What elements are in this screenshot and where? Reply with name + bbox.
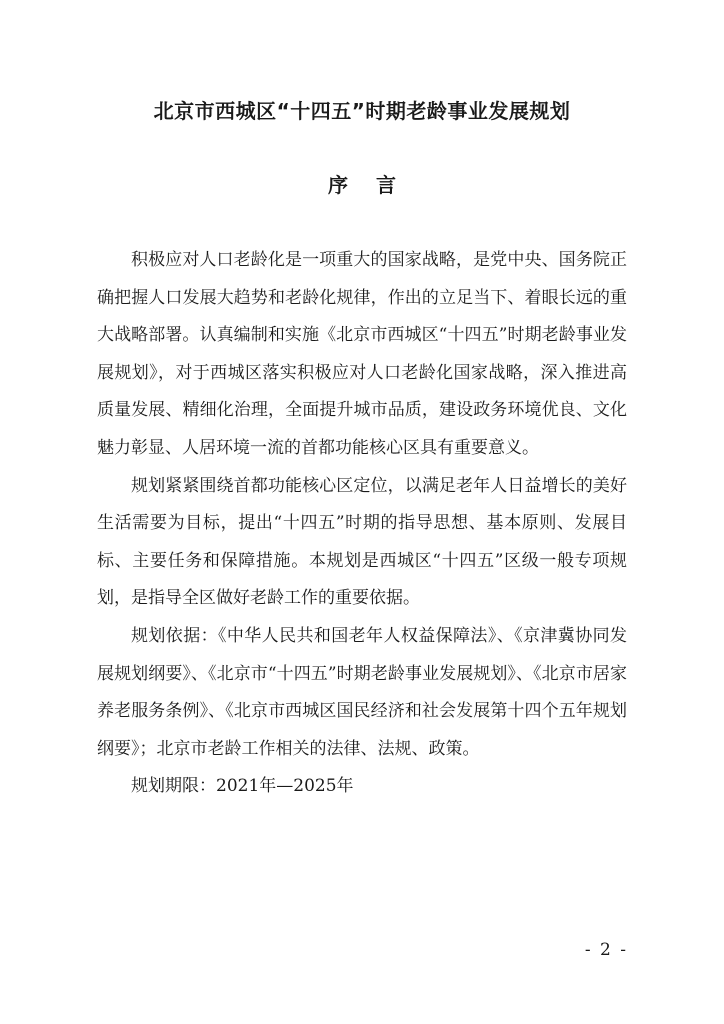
paragraph-basis: 规划依据：《中华人民共和国老年人权益保障法》、《京津冀协同发展规划纲要》、《北京市“十四五”时期老龄事业发展规划》、《北京市居家养老服务条例》、《北京市西城区国民经济和社会发展第十四个五年规划纲要》；北京市老龄工作相关的法律、法规、政策。 <box>97 625 627 759</box>
paragraph-positioning: 规划紧紧围绕首都功能核心区定位，以满足老年人日益增长的美好生活需要为目标，提出“十四五”时期的指导思想、基本原则、发展目标、主要任务和保障措施。本规划是西城区“十四五”区级一般专项规划，是指导全区做好老龄工作的重要依据。 <box>97 475 627 609</box>
section-heading: 序言 <box>328 173 424 197</box>
document-body <box>97 242 627 806</box>
document-title: 北京市西城区“十四五”时期老龄事业发展规划 <box>153 99 571 123</box>
paragraph-period: 规划期限：2021年—2025年 <box>131 776 354 797</box>
paragraph-intro: 积极应对人口老龄化是一项重大的国家战略，是党中央、国务院正确把握人口发展大趋势和老龄化规律，作出的立足当下、着眼长远的重大战略部署。认真编制和实施《北京市西城区“十四五”时期老龄事业发展规划》，对于西城区落实积极应对人口老龄化国家战略，深入推进高质量发展、精细化治理，全面提升城市品质，建设政务环境优良、文化魅力彰显、人居环境一流的首都功能核心区具有重要意义。 <box>97 250 627 458</box>
page-number: - 2 - <box>584 940 628 960</box>
